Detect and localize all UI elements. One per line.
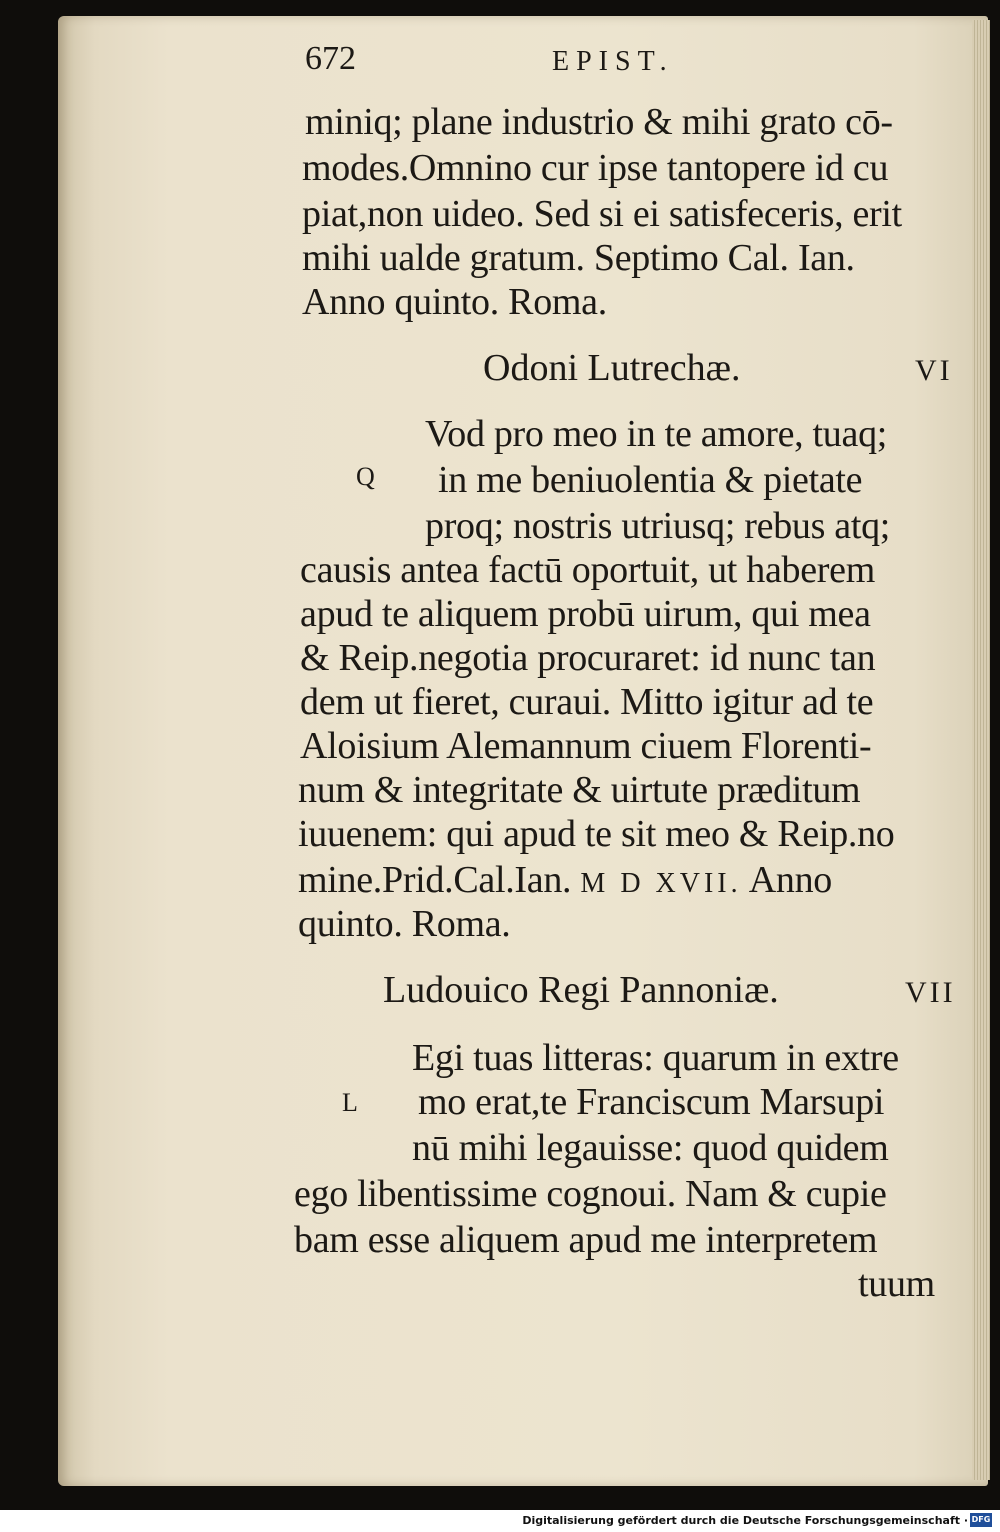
text-line: proq; nostris utriusq; rebus atq; <box>425 505 891 547</box>
page-number: 672 <box>305 40 356 77</box>
dfg-logo: DFG <box>970 1513 992 1527</box>
text-line: mihi ualde gratum. Septimo Cal. Ian. <box>302 237 855 279</box>
text-line <box>298 858 832 906</box>
running-title: EPIST. <box>552 46 674 77</box>
initial-guide-letter: L <box>342 1088 358 1117</box>
text-line: in me beniuolentia & pietate <box>438 459 863 501</box>
catchword: tuum <box>858 1263 935 1305</box>
digitization-credit: Digitalisierung gefördert durch die Deutsche Forschungsgemeinschaft · <box>522 1514 968 1527</box>
letter-number: VI <box>915 354 953 387</box>
text-line: mo erat,te Franciscum Marsupi <box>418 1081 885 1123</box>
text-line: causis antea factū oportuit, ut haberem <box>300 549 875 591</box>
text-line: Egi tuas litteras: quarum in extre <box>412 1037 899 1079</box>
text-line: bam esse aliquem apud me interpretem <box>294 1219 878 1261</box>
date-text: mine.Prid.Cal.Ian. <box>298 859 572 901</box>
text-line: quinto. Roma. <box>298 903 511 945</box>
text-line: ego libentissime cognoui. Nam & cupie <box>294 1173 887 1215</box>
text-line: piat,non uideo. Sed si ei satisfeceris, erit <box>302 193 902 235</box>
letter-title: Odoni Lutrechæ. <box>483 347 741 389</box>
date-text: Anno <box>748 859 832 901</box>
text-line: nū mihi legauisse: quod quidem <box>412 1127 889 1169</box>
roman-year: M D XVII. <box>580 868 742 899</box>
text-line: num & integritate & uirtute præditum <box>298 769 861 811</box>
text-line: apud te aliquem probū uirum, qui mea <box>300 593 871 635</box>
text-line: & Reip.negotia procuraret: id nunc tan <box>300 637 876 679</box>
letter-number: VII <box>905 976 956 1009</box>
text-line: iuuenem: qui apud te sit meo & Reip.no <box>298 813 895 855</box>
text-line: miniq; plane industrio & mihi grato cō- <box>305 101 893 143</box>
text-line: dem ut fieret, curaui. Mitto igitur ad te <box>300 681 874 723</box>
initial-guide-letter: Q <box>356 462 375 491</box>
text-line: modes.Omnino cur ipse tantopere id cu <box>302 147 889 189</box>
text-line: Aloisium Alemannum ciuem Florenti- <box>300 725 872 767</box>
letter-title: Ludouico Regi Pannoniæ. <box>383 969 779 1011</box>
text-line: Anno quinto. Roma. <box>302 281 607 323</box>
text-line: Vod pro meo in te amore, tuaq; <box>425 413 888 455</box>
